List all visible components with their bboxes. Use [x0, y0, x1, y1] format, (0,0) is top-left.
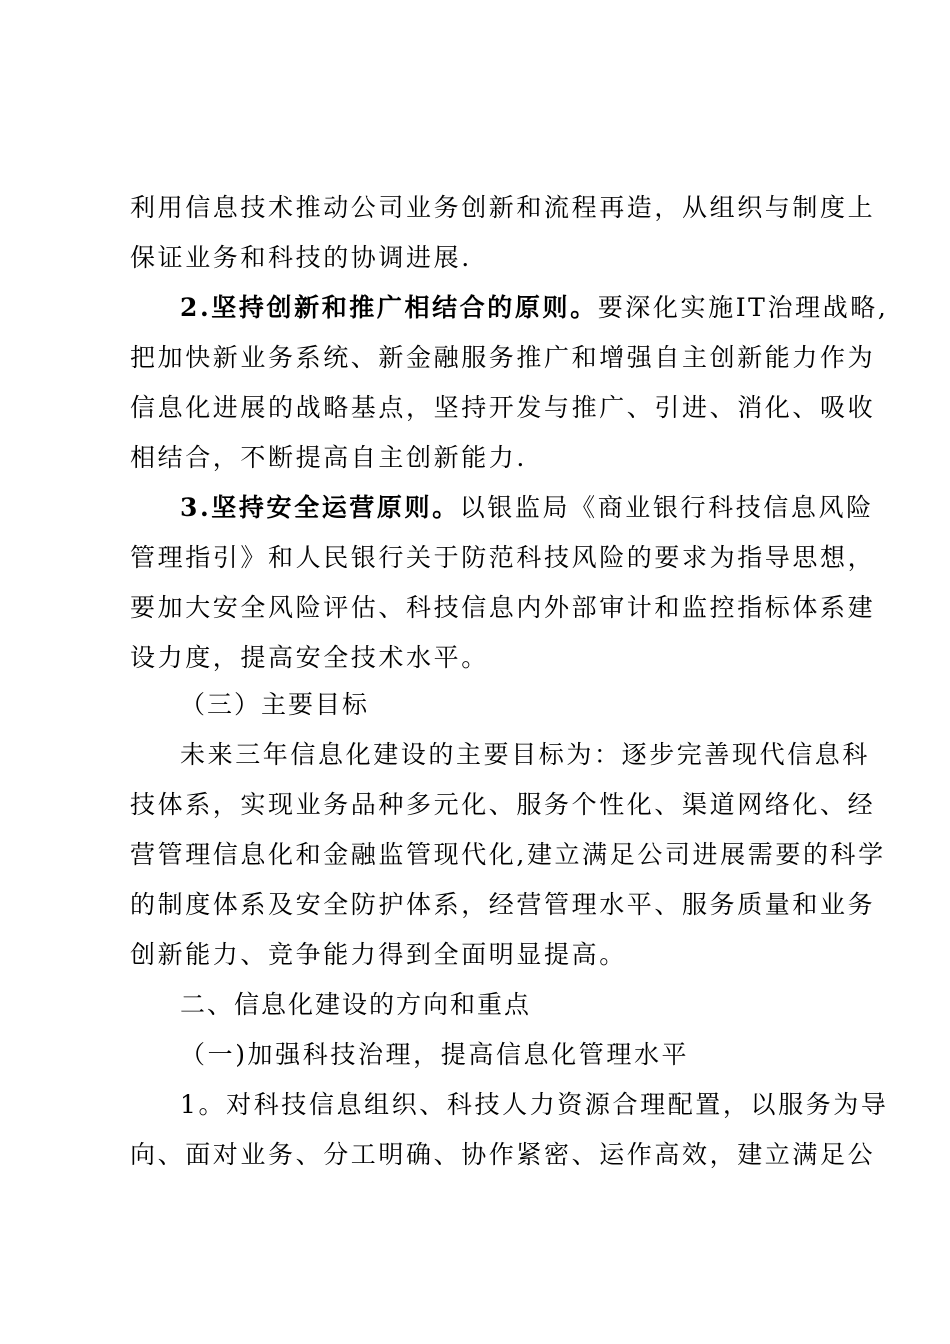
principle-2-line: [180, 293, 889, 323]
subsection-heading: （一)加强科技治理，提高信息化管理水平: [180, 1040, 690, 1069]
paragraph-line: 设力度，提高安全技术水平。: [130, 643, 489, 672]
paragraph-line: 相结合，不断提高自主创新能力.: [130, 443, 527, 472]
principle-3-line: [180, 493, 874, 523]
paragraph-line: 利用信息技术推动公司业务创新和流程再造，从组织与制度上: [130, 193, 876, 222]
paragraph-line: 的制度体系及安全防护体系，经营管理水平、服务质量和业务: [130, 890, 876, 919]
principle-2-text: 要深化实施IT治理战略,: [597, 293, 889, 322]
paragraph-line: 要加大安全风险评估、科技信息内外部审计和监控指标体系建: [130, 593, 876, 622]
principle-2-title: 2.坚持创新和推广相结合的原则。: [180, 293, 598, 322]
paragraph-line: 信息化进展的战略基点，坚持开发与推广、引进、消化、吸收: [130, 393, 876, 422]
paragraph-line: 营管理信息化和金融监管现代化,建立满足公司进展需要的科学: [130, 840, 886, 869]
subsection-heading: （三）主要目标: [180, 690, 370, 719]
paragraph-line: 管理指引》和人民银行关于防范科技风险的要求为指导思想，: [130, 543, 876, 572]
section-heading: 二、信息化建设的方向和重点: [180, 990, 532, 1019]
paragraph-line: 1。对科技信息组织、科技人力资源合理配置，以服务为导: [180, 1090, 889, 1119]
principle-3-text: 以银监局《商业银行科技信息风险: [459, 493, 874, 522]
paragraph-line: 创新能力、竞争能力得到全面明显提高。: [130, 940, 627, 969]
paragraph-line: 保证业务和科技的协调进展.: [130, 243, 472, 272]
paragraph-line: 未来三年信息化建设的主要目标为：逐步完善现代信息科: [180, 740, 871, 769]
paragraph-line: 向、面对业务、分工明确、协作紧密、运作高效，建立满足公: [130, 1140, 876, 1169]
paragraph-line: 把加快新业务系统、新金融服务推广和增强自主创新能力作为: [130, 343, 876, 372]
principle-3-title: 3.坚持安全运营原则。: [180, 493, 460, 522]
paragraph-line: 技体系，实现业务品种多元化、服务个性化、渠道网络化、经: [130, 790, 876, 819]
